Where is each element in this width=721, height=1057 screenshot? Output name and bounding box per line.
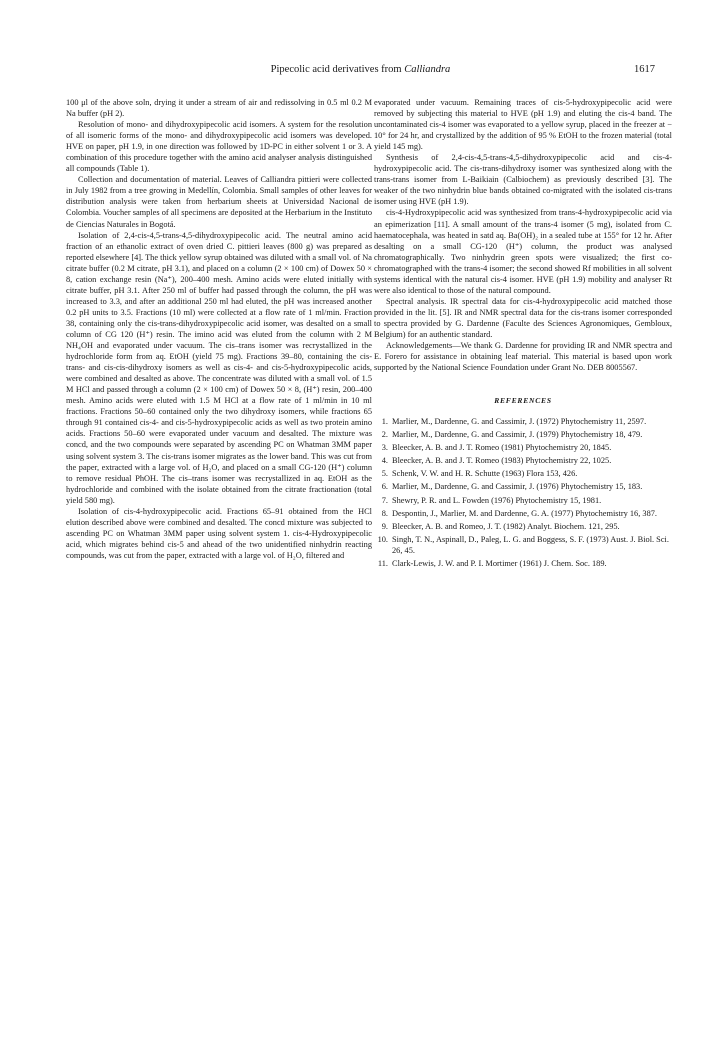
right-column [374,97,672,571]
reference-number: 8. [381,508,388,518]
reference-number: 7. [381,495,388,505]
paragraph-resolution: Resolution of mono- and dihydroxypipecolic acid isomers. A system for the resolution of all isomeric forms of the mono- and dihydroxypipecolic acid isomers was developed. HVE on paper, pH 1.9, in one direction was followed by 1D-PC in either solvent 1 or 3. A combination of this procedure together with the amino acid analyser analysis distinguished all compounds (Table 1). [66,120,372,174]
paragraph-isolation-cis4: Isolation of cis-4-hydroxypipecolic acid. Fractions 65–91 obtained from the HCl elution described above were combined and desalted. The concd mixture was subjected to ascending PC on Whatman 3MM paper using solvent system 1. cis-4-Hydroxypipecolic acid, which migrates behind cis-5 and ahead of the two unidentified ninhydrin reacting compounds, was cut from the paper, extracted with a large vol. of H₂O, filtered and [66,506,372,560]
reference-number: 5. [381,469,388,479]
reference-text: Bleecker, A. B. and J. T. Romeo (1983) Phytochemistry 22, 1025. [392,456,612,466]
reference-number: 11. [377,558,388,568]
references-list [374,416,672,569]
reference-item [374,416,672,427]
reference-item [374,481,672,492]
running-title-text: Pipecolic acid derivatives from [270,64,405,75]
reference-item [374,534,672,556]
left-column [66,97,372,561]
acknowledgements: Acknowledgements—We thank G. Dardenne for providing IR and NMR spectra and E. Forero for assistance in obtaining leaf material. This material is based upon work supported by the National Science Foundation under Grant No. DEB 8005567. [374,341,672,373]
reference-text: Marlier, M., Dardenne, G. and Cassimir, J. (1979) Phytochemistry 18, 479. [392,430,643,440]
reference-number: 10. [377,534,388,544]
running-title [66,64,655,75]
reference-item [374,521,672,532]
reference-text: Despontin, J., Marlier, M. and Dardenne, G. A. (1977) Phytochemistry 16, 387. [392,508,658,518]
reference-item [374,429,672,440]
reference-number: 3. [381,443,388,453]
running-header [66,64,655,80]
reference-item [374,558,672,569]
reference-item [374,508,672,519]
reference-text: Bleecker, A. B. and Romeo, J. T. (1982) Analyt. Biochem. 121, 295. [392,521,620,531]
reference-number: 2. [381,430,388,440]
running-title-genus: Calliandra [404,64,451,75]
reference-item [374,442,672,453]
paragraph: evaporated under vacuum. Remaining traces of cis-5-hydroxypipecolic acid were removed by subjecting this material to HVE (pH 1.9) and eluting the cis-4 band. The uncontaminated cis-4 isomer was evaporated to a yellow syrup, placed in the freezer at − 10° for 24 hr, and crystallized by the addition of 95 % EtOH to the frozen material (total yield 145 mg). [374,98,672,152]
reference-text: Singh, T. N., Aspinall, D., Paleg, L. G. and Boggess, S. F. (1973) Aust. J. Biol. Sci. 26, 45. [392,534,669,555]
reference-text: Clark-Lewis, J. W. and P. I. Mortimer (1961) J. Chem. Soc. 189. [392,558,607,568]
page-number: 1617 [634,64,655,75]
paragraph-collection: Collection and documentation of material. Leaves of Calliandra pittieri were collected in July 1982 from a tree growing in Medellín, Colombia. Small samples of other leaves for distribution analysis were taken from herbarium sheets at Universidad Nacional de Colombia. Voucher samples of all specimens are deposited at the Herbarium in the Instituto de Ciencias Naturales in Bogotá. [66,175,372,229]
reference-text: Bleecker, A. B. and J. T. Romeo (1981) Phytochemistry 20, 1845. [392,443,612,453]
paragraph-epimerization: cis-4-Hydroxypipecolic acid was synthesized from trans-4-hydroxypipecolic acid via an epimerization [11]. A small amount of the trans-4 isomer (5 mg), isolated from C. haematocephala, was heated in satd aq. Ba(OH)₂ in a sealed tube at 155° for 12 hr. After desalting on a small CG-120 (H⁺) column, the product was analysed chromatographically. Two ninhydrin green spots were visualized; the first co-chromatographed with the trans-4 isomer; the second showed Rf mobilities in all solvent systems identical with the natural cis-4 isomer. HVE (pH 1.9) mobility and analyser Rt were also identical to those of the natural compound. [374,208,672,295]
paragraph-spectral-analysis: Spectral analysis. IR spectral data for cis-4-hydroxypipecolic acid matched those provided in the lit. [5]. IR and NMR spectral data for the cis-trans isomer corresponded to spectra provided by G. Dardenne (Faculte des Sciences Agronomiques, Gembloux, Belgium) for an authentic standard. [374,296,672,339]
reference-number: 4. [381,456,388,466]
reference-text: Marlier, M., Dardenne, G. and Cassimir, J. (1976) Phytochemistry 15, 183. [392,482,643,492]
reference-number: 6. [381,482,388,492]
paragraph-isolation-dihydroxy: Isolation of 2,4-cis-4,5-trans-4,5-dihydroxypipecolic acid. The neutral amino acid fraction of an ethanolic extract of oven dried C. pittieri leaves (800 g) was prepared as reported elsewhere [4]. The thick yellow syrup obtained was diluted with a small vol. of Na citrate buffer (0.2 M citrate, pH 3.1), and placed on a column (2 × 100 cm) of Dowex 50 × 8, cation exchange resin (Na⁺), 200–400 mesh. Amino acids were eluted initially with citrate buffer, pH 3.1. After 250 ml of buffer had passed through the column, the pH was increased to 3.3, and after an additional 250 ml had eluted, the pH was increased another 0.2 pH units to 3.5. Fractions (10 ml) were collected at a flow rate of 1 ml/min. Fraction 38, containing only the cis-trans-dihydroxypipecolic acid isomer, was desalted on a small column of CG 120 (H⁺) resin. The imino acid was eluted from the column with 2 M NH₄OH and evaporated under vacuum. The cis–trans isomer was recrystallized in the hydrochloride form from aq. EtOH (yield 75 mg). Fractions 39–80, containing the cis-trans- and cis-cis-dihydroxy isomers as well as cis-4- and cis-5-hydroxypipecolic acids, were combined and desalted as above. The concentrate was diluted with a small vol. of 1.5 M HCl and passed through a column (2 × 100 cm) of Dowex 50 × 8, (H⁺) resin, 200–400 mesh. Amino acids were eluted with 1.5 M HCl at a flow rate of 1 ml/min in 10 ml fractions. Fractions 50–60 contained only the two dihydroxy isomers, while fractions 65 through 91 contained cis-4- and cis-5-hydroxypipecolic acids as well as two protein amino acids. Fractions 50–60 were evaporated under vacuum and desalted. The mixture was concd, and the two compounds were separated by ascending PC on Whatman 3MM paper using solvent system 3. The cis-trans isomer migrates as the lower band. This was cut from the paper, extracted with a large vol. of H₂O, and placed on a small CG-120 (H⁺) column to remove residual PhOH. The cis–trans isomer was recrystallized in aq. EtOH as the hydrochloride and combined with the isolate obtained from the citrate fractionation (total yield 580 mg). [66,230,372,505]
reference-text: Shewry, P. R. and L. Fowden (1976) Phytochemistry 15, 1981. [392,495,602,505]
paragraph: 100 μl of the above soln, drying it under a stream of air and redissolving in 0.5 ml 0.2 M Na buffer (pH 2). [66,98,372,119]
reference-number: 9. [381,521,388,531]
reference-item [374,455,672,466]
reference-text: Schenk, V. W. and H. R. Schutte (1963) Flora 153, 426. [392,469,578,479]
reference-item [374,495,672,506]
reference-text: Marlier, M., Dardenne, G. and Cassimir, J. (1972) Phytochemistry 11, 2597. [392,417,647,427]
references-heading: REFERENCES [494,396,552,406]
reference-item [374,468,672,479]
reference-number: 1. [381,417,388,427]
paragraph-synthesis: Synthesis of 2,4-cis-4,5-trans-4,5-dihydroxypipecolic acid and cis-4-hydroxypipecolic acid. The cis-trans-dihydroxy isomer was synthesized along with the trans-trans isomer from L-Baikiain (Calbiochem) as previously described [3]. The weaker of the two ninhydrin blue bands obtained co-migrated with the isolated cis-trans isomer using HVE (pH 1.9). [374,153,672,207]
